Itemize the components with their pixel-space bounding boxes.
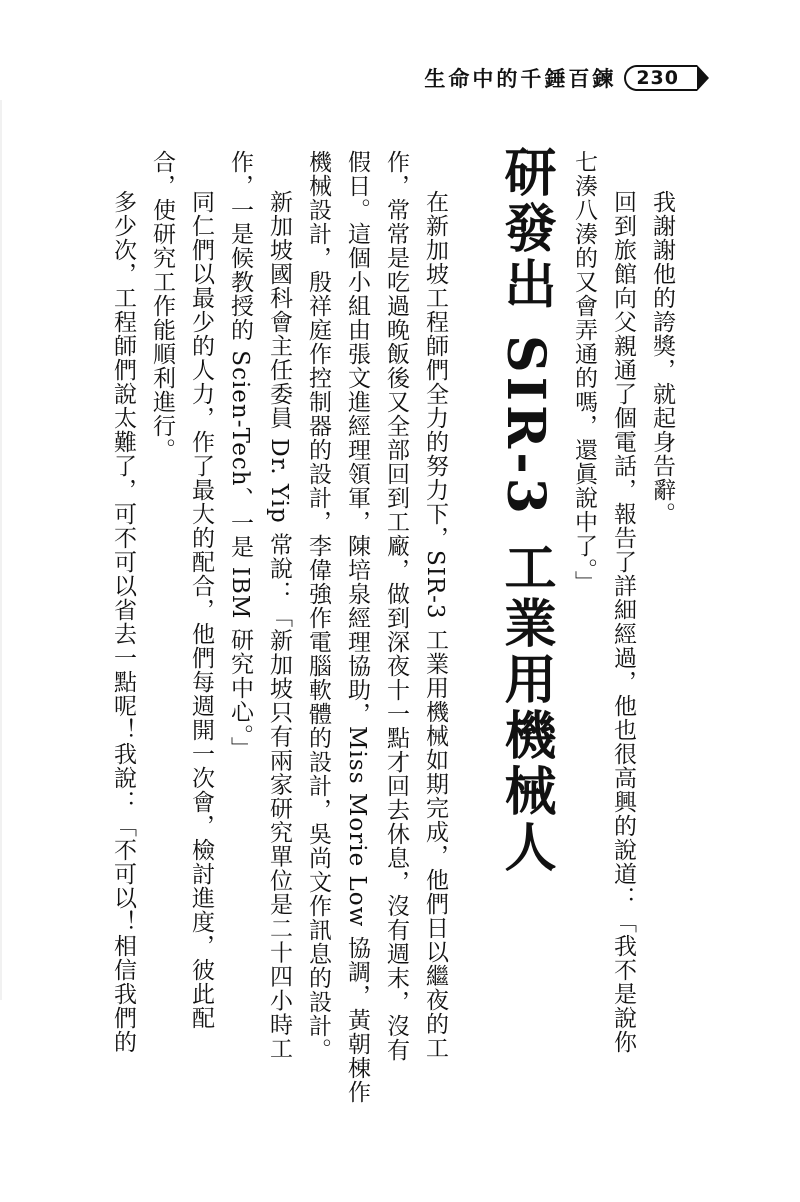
text-column-7: 機械設計，殷祥庭作控制器的設計，李偉強作電腦軟體的設計，吳尚文作訊息的設計。 <box>305 150 331 1062</box>
text-column-9: 作，一是候教授的 Scien-Tech、一是 IBM 研究中心。」 <box>227 150 253 761</box>
text-column-6: 假日。這個小組由張文進經理領軍，陳培泉經理協助，Miss Morie Low 協調，黃朝棟作 <box>344 150 370 1104</box>
text-column-10: 同仁們以最少的人力，作了最大的配合，他們每週開一次會，檢討進度，彼此配 <box>188 190 214 1030</box>
book-title: 生命中的千錘百鍊 <box>424 66 617 91</box>
text-column-11: 合，使研究工作能順利進行。 <box>149 150 175 462</box>
text-column-8: 新加坡國科會主任委員 Dr. Yip 常說：「新加坡只有兩家研究單位是二十四小時工 <box>266 190 292 1061</box>
text-column-5: 作，常常是吃過晚飯後又全部回到工廠，做到深夜十一點才回去休息，沒有週末，沒有 <box>383 150 409 1062</box>
page-number: 230 <box>624 65 697 91</box>
text-column-3: 七湊八湊的又會弄通的嗎，還眞說中了。」 <box>571 150 597 595</box>
text-column-2: 回到旅館向父親通了個電話，報告了詳細經過，他也很高興的說道：「我不是說你 <box>610 190 636 1054</box>
text-column-4: 在新加坡工程師們全力的努力下，SIR-3 工業用機械如期完成，他們日以繼夜的工 <box>422 190 448 1060</box>
page-edge-shadow <box>0 100 2 1000</box>
text-column-1: 我謝謝他的誇獎，就起身告辭。 <box>649 190 675 526</box>
text-column-12: 多少次，工程師們說太難了，可不可以省去一點呢！我說：「不可以！相信我們的 <box>110 190 136 1054</box>
running-header <box>424 63 697 93</box>
section-heading: 研發出 SIR-3 工業用機械人 <box>495 145 556 877</box>
